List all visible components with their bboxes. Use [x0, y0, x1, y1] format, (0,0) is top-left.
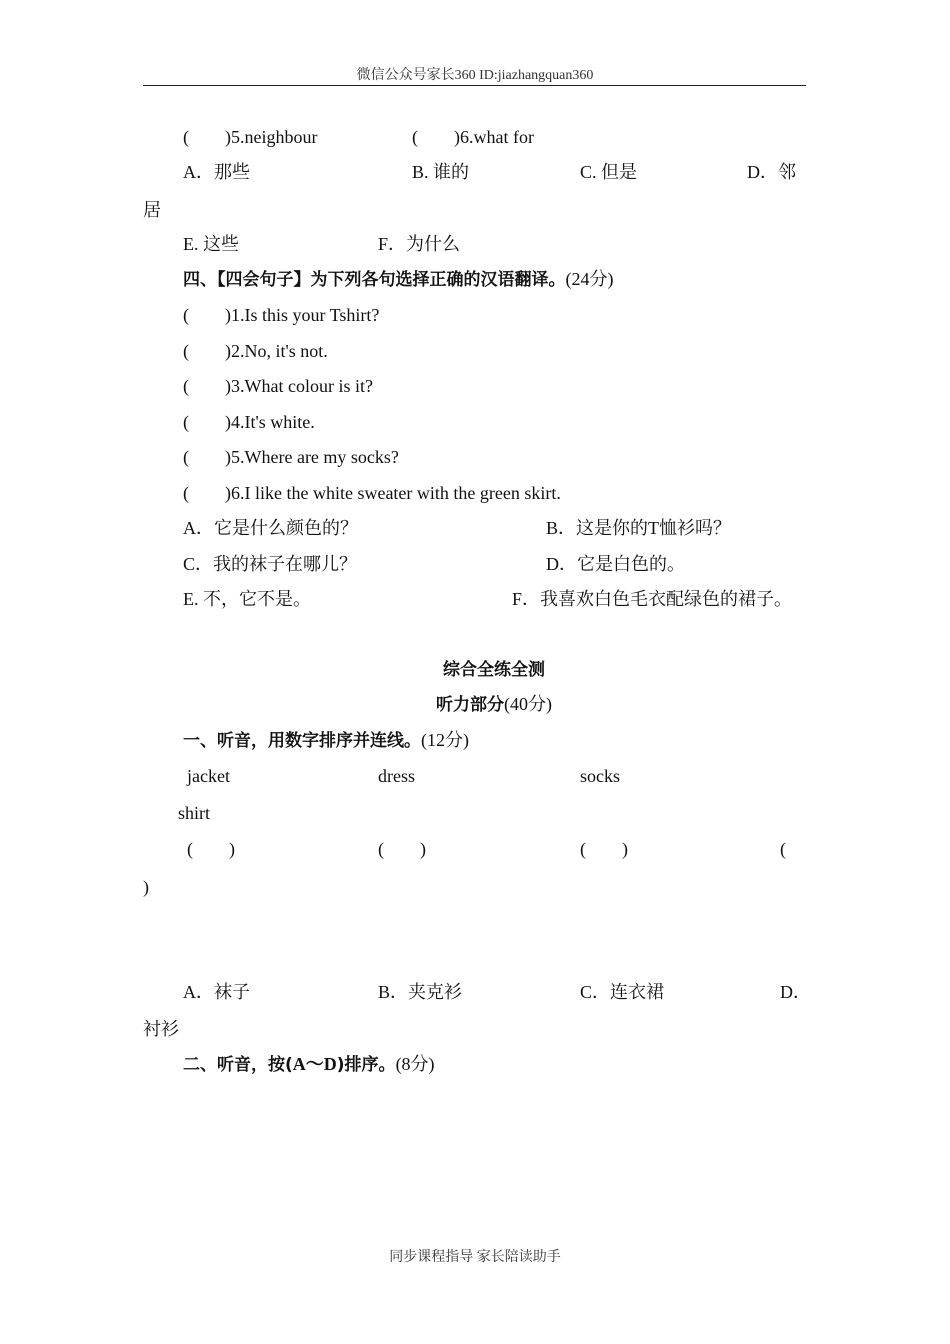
listen1-option-a: A．袜子 [183, 982, 250, 1002]
part-title: 综合全练全测 [443, 660, 545, 680]
section4-item-4: ( )4.It's white. [183, 412, 315, 432]
section4-option-e: E. 不，它不是。 [183, 589, 311, 609]
page-footer: 同步课程指导 家长陪读助手 [389, 1250, 561, 1265]
listen2-title-post: )排序。 [336, 1055, 396, 1075]
vocab-option-d-cont: 居 [143, 200, 161, 220]
listen2-title-mid: A～D [292, 1054, 337, 1074]
listen2-title-pre: 二、听音，按( [183, 1055, 293, 1075]
section4-option-f: F．我喜欢白色毛衣配绿色的裙子。 [512, 589, 793, 609]
listen1-option-b: B．夹克衫 [378, 982, 463, 1002]
listen1-option-d-cont: 衬衫 [143, 1019, 179, 1039]
vocab-option-b: B. 谁的 [412, 162, 470, 182]
listen2-title [183, 1053, 435, 1076]
vocab-option-d: D．邻 [747, 162, 796, 182]
vocab-option-a: A．那些 [183, 162, 250, 182]
section4-item-5: ( )5.Where are my socks? [183, 447, 399, 467]
vocab-option-c: C. 但是 [580, 162, 638, 182]
listen1-word-dress: dress [378, 766, 415, 786]
listen1-blank-3: ( ) [580, 839, 628, 859]
listen1-option-c: C．连衣裙 [580, 982, 665, 1002]
section4-option-d: D．它是白色的。 [546, 554, 685, 574]
page-header: 微信公众号家长360 ID:jiazhangquan360 [356, 68, 594, 83]
section4-item-3: ( )3.What colour is it? [183, 376, 373, 396]
listen1-title-text: 一、听音，用数字排序并连线。 [183, 731, 421, 751]
vocab-option-e: E. 这些 [183, 234, 239, 254]
section4-option-a: A．它是什么颜色的？ [183, 518, 358, 538]
listen1-blank-1: ( ) [187, 839, 235, 859]
listening-title [0, 693, 950, 716]
listen1-word-jacket: jacket [187, 766, 230, 786]
section4-title-score: (24分) [565, 269, 614, 289]
listening-title-text: 听力部分 [436, 695, 504, 715]
section4-title-text: 四、【四会句子】为下列各句选择正确的汉语翻译。 [183, 270, 566, 290]
listen1-blank-4: ( [780, 839, 786, 859]
vocab-question-5: ( )5.neighbour [183, 127, 318, 147]
vocab-option-f: F．为什么 [378, 234, 461, 254]
listen1-title-score: (12分) [421, 730, 469, 750]
section4-option-c: C．我的袜子在哪儿？ [183, 554, 358, 574]
section4-item-1: ( )1.Is this your Tshirt? [183, 305, 380, 325]
listen1-option-d: D． [780, 982, 811, 1002]
section4-item-2: ( )2.No, it's not. [183, 341, 328, 361]
listen1-word-shirt: shirt [178, 803, 211, 823]
section4-title [183, 268, 614, 291]
section4-item-6: ( )6.I like the white sweater with the green skirt. [183, 483, 561, 503]
listen1-title [183, 729, 469, 752]
listen1-word-socks: socks [580, 766, 620, 786]
listen1-blank-2: ( ) [378, 839, 426, 859]
section4-option-b: B．这是你的T恤衫吗？ [546, 518, 732, 538]
listening-title-score: (40分) [504, 694, 552, 714]
listen1-blank-4-tail: ) [143, 877, 149, 897]
vocab-question-6: ( )6.what for [412, 127, 534, 147]
listen2-title-score: (8分) [395, 1054, 435, 1074]
header-rule [143, 85, 806, 86]
